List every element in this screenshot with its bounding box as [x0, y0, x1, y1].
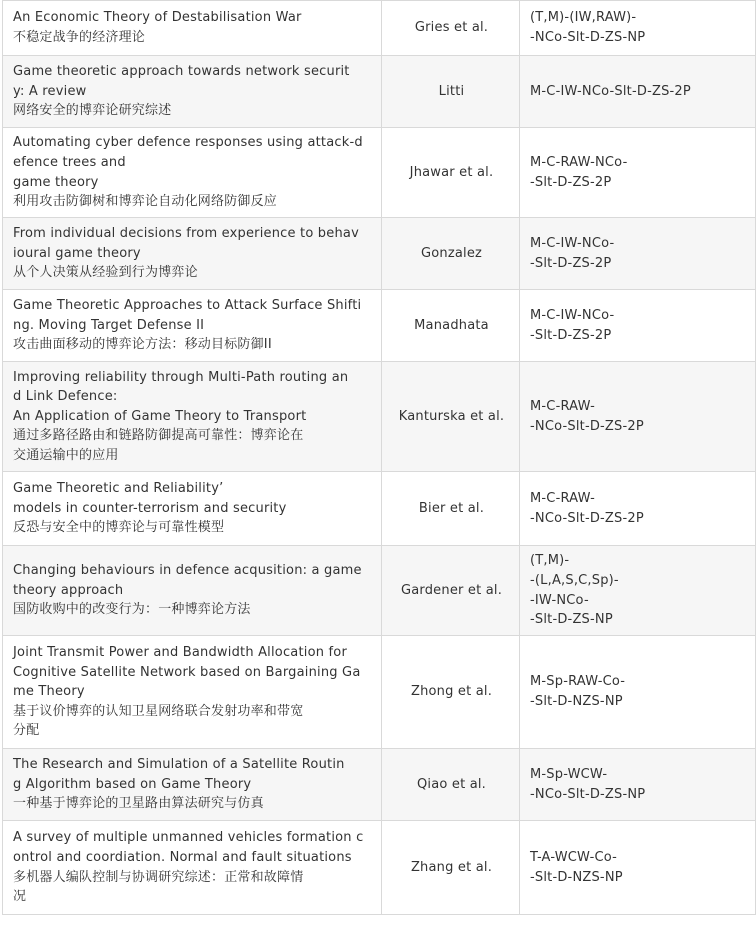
paper-title-cell — [3, 56, 382, 128]
paper-title-line: 国防收购中的改变行为：一种博弈论方法 — [13, 602, 251, 618]
paper-title-line: 不稳定战争的经济理论 — [13, 30, 146, 45]
classification-code-line: M-C-RAW-NCo- — [530, 154, 628, 170]
paper-title-line: game theory — [13, 174, 99, 190]
classification-code-cell — [520, 218, 756, 290]
paper-title-line: The Research and Simulation of a Satellite Routin — [13, 757, 345, 773]
classification-code-line: -Slt-D-NZS-NP — [530, 869, 623, 885]
paper-title-line: 交通运输中的应用 — [13, 447, 119, 463]
paper-title-line: Improving reliability through Multi-Path routing an — [13, 369, 349, 385]
references-table-body — [3, 1, 756, 915]
classification-code-line: M-C-RAW- — [530, 490, 595, 506]
table-row — [3, 472, 756, 546]
author-cell: Kanturska et al. — [382, 362, 520, 472]
classification-code-cell — [520, 821, 756, 915]
paper-title-line: 分配 — [13, 723, 40, 739]
classification-code-line: -IW-NCo- — [530, 592, 589, 608]
paper-title-line: Game Theoretic and Reliability’ — [13, 481, 224, 497]
paper-title-line: An Application of Game Theory to Transport — [13, 408, 307, 424]
paper-title-line: Changing behaviours in defence acqusition: a game — [13, 563, 362, 579]
classification-code-line: -(L,A,S,C,Sp)- — [530, 572, 619, 588]
paper-title-cell — [3, 128, 382, 218]
paper-title-cell — [3, 546, 382, 636]
classification-code-line: M-Sp-WCW- — [530, 766, 608, 782]
paper-title-line: 通过多路径路由和链路防御提高可靠性：博弈论在 — [13, 428, 304, 444]
author-cell: Jhawar et al. — [382, 128, 520, 218]
paper-title-line: g Algorithm based on Game Theory — [13, 776, 252, 792]
paper-title-line: From individual decisions from experience to behav — [13, 226, 359, 242]
paper-title-line: ontrol and coordiation. Normal and fault situations — [13, 849, 352, 865]
classification-code-cell — [520, 290, 756, 362]
paper-title-line: 从个人决策从经验到行为博弈论 — [13, 265, 198, 281]
paper-title-line: models in counter-terrorism and security — [13, 500, 287, 516]
table-row — [3, 362, 756, 472]
paper-title-cell — [3, 290, 382, 362]
classification-code-line: (T,M)- — [530, 553, 570, 569]
classification-code-cell — [520, 56, 756, 128]
table-row — [3, 636, 756, 749]
classification-code-line: -NCo-Slt-D-ZS-NP — [530, 30, 646, 45]
paper-title-line: me Theory — [13, 684, 85, 700]
paper-title-line: 攻击曲面移动的博弈论方法：移动目标防御II — [13, 337, 272, 353]
classification-code-line: M-Sp-RAW-Co- — [530, 674, 626, 690]
classification-code-line: T-A-WCW-Co- — [530, 849, 618, 865]
author-cell: Qiao et al. — [382, 749, 520, 821]
paper-title-line: Game Theoretic Approaches to Attack Surface Shifti — [13, 298, 362, 314]
table-row — [3, 821, 756, 915]
classification-code-cell — [520, 1, 756, 56]
paper-title-line: 网络安全的博弈论研究综述 — [13, 103, 172, 119]
paper-title-line: An Economic Theory of Destabilisation War — [13, 10, 302, 26]
paper-title-line: y: A review — [13, 83, 87, 99]
classification-code-line: -NCo-Slt-D-ZS-2P — [530, 510, 644, 526]
author-cell: Gries et al. — [382, 1, 520, 56]
classification-code-cell — [520, 546, 756, 636]
classification-code-line: M-C-IW-NCo- — [530, 307, 615, 323]
classification-code-line: -Slt-D-ZS-2P — [530, 255, 612, 271]
paper-title-line: Automating cyber defence responses using attack-d — [13, 135, 363, 151]
classification-code-cell — [520, 749, 756, 821]
classification-code-cell — [520, 636, 756, 749]
paper-title-line: 反恐与安全中的博弈论与可靠性模型 — [13, 520, 225, 536]
classification-code-line: -Slt-D-ZS-NP — [530, 612, 613, 628]
classification-code-line: M-C-RAW- — [530, 398, 595, 414]
classification-code-line: M-C-IW-NCo-Slt-D-ZS-2P — [530, 83, 691, 99]
paper-title-line: 一种基于博弈论的卫星路由算法研究与仿真 — [13, 796, 264, 812]
paper-title-line: efence trees and — [13, 154, 126, 170]
classification-code-line: -NCo-Slt-D-ZS-NP — [530, 786, 646, 802]
paper-title-line: d Link Defence: — [13, 389, 118, 405]
table-row — [3, 749, 756, 821]
paper-title-cell — [3, 821, 382, 915]
paper-title-cell — [3, 1, 382, 56]
author-cell: Manadhata — [382, 290, 520, 362]
paper-title-cell — [3, 218, 382, 290]
author-cell: Bier et al. — [382, 472, 520, 546]
paper-title-line: theory approach — [13, 582, 124, 598]
classification-code-line: -NCo-Slt-D-ZS-2P — [530, 418, 644, 434]
classification-code-line: M-C-IW-NCo- — [530, 235, 615, 251]
table-row — [3, 290, 756, 362]
classification-code-line: -Slt-D-ZS-2P — [530, 174, 612, 190]
paper-title-cell — [3, 636, 382, 749]
classification-code-cell — [520, 128, 756, 218]
references-table — [2, 0, 756, 915]
author-cell: Zhang et al. — [382, 821, 520, 915]
classification-code-line: -Slt-D-NZS-NP — [530, 694, 623, 709]
paper-title-line: ng. Moving Target Defense II — [13, 317, 205, 333]
paper-title-line: ioural game theory — [13, 245, 141, 261]
paper-title-line: A survey of multiple unmanned vehicles formation c — [13, 830, 364, 846]
paper-title-line: 利用攻击防御树和博弈论自动化网络防御反应 — [13, 194, 278, 210]
table-row — [3, 546, 756, 636]
paper-title-line: 基于议价博弈的认知卫星网络联合发射功率和带宽 — [13, 703, 304, 719]
paper-title-line: Game theoretic approach towards network securit — [13, 64, 350, 80]
table-row — [3, 218, 756, 290]
author-cell: Zhong et al. — [382, 636, 520, 749]
table-row — [3, 1, 756, 56]
classification-code-cell — [520, 472, 756, 546]
author-cell: Litti — [382, 56, 520, 128]
paper-title-cell — [3, 362, 382, 472]
paper-title-line: Joint Transmit Power and Bandwidth Allocation for — [13, 645, 347, 661]
paper-title-line: 多机器人编队控制与协调研究综述：正常和故障情 — [13, 869, 304, 885]
classification-code-line: (T,M)-(IW,RAW)- — [530, 10, 637, 26]
paper-title-cell — [3, 749, 382, 821]
table-row — [3, 128, 756, 218]
paper-title-line: 况 — [13, 889, 27, 905]
author-cell: Gonzalez — [382, 218, 520, 290]
classification-code-cell — [520, 362, 756, 472]
author-cell: Gardener et al. — [382, 546, 520, 636]
table-row — [3, 56, 756, 128]
classification-code-line: -Slt-D-ZS-2P — [530, 327, 612, 343]
paper-title-cell — [3, 472, 382, 546]
paper-title-line: Cognitive Satellite Network based on Bargaining Ga — [13, 664, 361, 680]
